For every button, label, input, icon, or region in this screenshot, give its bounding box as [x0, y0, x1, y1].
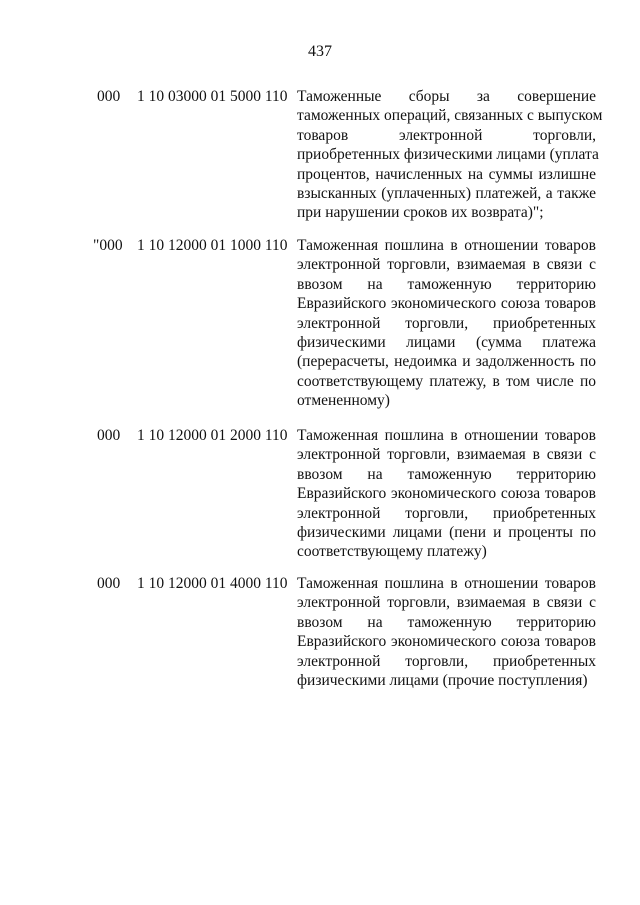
description-line: ввозом на таможенную территорию	[297, 275, 596, 293]
description-line: электронной торговли, приобретенных	[297, 314, 596, 332]
entry-description	[297, 236, 596, 411]
admin-code: 000	[97, 575, 121, 592]
description-line: физическими лицами (сумма платежа	[297, 333, 596, 351]
description-line: электронной торговли, приобретенных	[297, 652, 596, 670]
description-line: товаров электронной торговли,	[297, 126, 596, 144]
description-line: соответствующему платежу)	[297, 543, 487, 561]
description-line: электронной торговли, взимаемая в связи с	[297, 446, 596, 464]
description-line: процентов, начисленных на суммы излишне	[297, 165, 596, 183]
budget-classification-code: 1 10 03000 01 5000 110	[137, 88, 288, 105]
description-line: физическими лицами (прочие поступления)	[297, 671, 588, 689]
description-line: электронной торговли, взимаемая в связи с	[297, 256, 596, 274]
entry-description	[297, 87, 603, 223]
description-line: Таможенные сборы за совершение	[297, 88, 596, 105]
description-line: Евразийского экономического союза товаров	[297, 633, 596, 651]
description-line: Евразийского экономического союза товаров	[297, 485, 596, 503]
page-number: 437	[308, 43, 332, 60]
description-line: приобретенных физическими лицами (уплата	[297, 146, 599, 164]
description-line: Евразийского экономического союза товаров	[297, 295, 596, 313]
description-line: соответствующему платежу, в том числе по	[297, 372, 596, 390]
admin-code: 000	[97, 88, 121, 105]
description-line: ввозом на таможенную территорию	[297, 465, 596, 483]
admin-code: "000	[93, 237, 123, 254]
description-line: взысканных (уплаченных) платежей, а также	[297, 184, 596, 202]
description-line: физическими лицами (пени и проценты по	[297, 523, 596, 541]
description-line: Таможенная пошлина в отношении товаров	[297, 575, 596, 592]
entry-description	[297, 426, 596, 562]
budget-classification-code: 1 10 12000 01 4000 110	[137, 575, 288, 592]
description-line: таможенных операций, связанных с выпуском	[297, 107, 603, 125]
admin-code: 000	[97, 427, 121, 444]
description-line: электронной торговли, приобретенных	[297, 504, 596, 522]
description-line: ввозом на таможенную территорию	[297, 613, 596, 631]
description-line: Таможенная пошлина в отношении товаров	[297, 427, 596, 444]
description-line: электронной торговли, взимаемая в связи с	[297, 594, 596, 612]
entry-description	[297, 574, 596, 690]
budget-classification-code: 1 10 12000 01 1000 110	[137, 237, 288, 254]
description-line: отмененному)	[297, 392, 390, 410]
description-line: Таможенная пошлина в отношении товаров	[297, 237, 596, 254]
description-line: (перерасчеты, недоимка и задолженность по	[297, 353, 596, 371]
description-line: при нарушении сроков их возврата)";	[297, 204, 544, 222]
budget-classification-code: 1 10 12000 01 2000 110	[137, 427, 288, 444]
